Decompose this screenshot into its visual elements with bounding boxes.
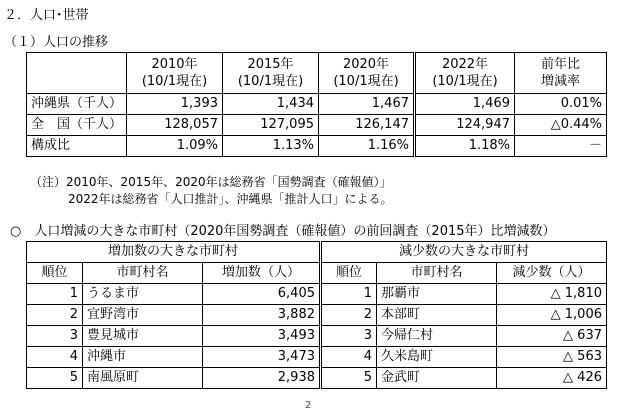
subsection-title: （１）人口の推移 bbox=[4, 35, 109, 50]
table-row bbox=[27, 368, 607, 389]
municipality-cell: 金武町 bbox=[377, 368, 497, 389]
increase-cell: 3,493 bbox=[203, 326, 321, 347]
municipality-cell: 久米島町 bbox=[377, 347, 497, 368]
header-2015: 2015年 (10/1現在) bbox=[223, 53, 319, 94]
table-cell: 0.01% bbox=[515, 94, 607, 115]
group-header-row bbox=[27, 242, 607, 263]
table-cell: 124,947 bbox=[415, 115, 515, 136]
population-table-header bbox=[27, 53, 607, 94]
decrease-cell: △ 1,006 bbox=[497, 305, 607, 326]
table-cell: 1.09% bbox=[127, 136, 223, 157]
municipality-cell: 宜野湾市 bbox=[83, 305, 203, 326]
table-cell: 1,469 bbox=[415, 94, 515, 115]
municipality-cell: 南風原町 bbox=[83, 368, 203, 389]
table-cell: 1,434 bbox=[223, 94, 319, 115]
rank-cell: 2 bbox=[321, 305, 377, 326]
table-row bbox=[27, 305, 607, 326]
rank-cell: 2 bbox=[27, 305, 83, 326]
decrease-cell: △ 1,810 bbox=[497, 284, 607, 305]
note-line-2: 2022年は総務省「人口推計」、沖縄県「推計人口」による。 bbox=[68, 192, 393, 206]
row-label: 沖縄県（千人） bbox=[27, 94, 127, 115]
table-row bbox=[27, 347, 607, 368]
table-row bbox=[27, 115, 607, 136]
column-header-row bbox=[27, 263, 607, 284]
table-cell: 1,467 bbox=[319, 94, 415, 115]
col-rank: 順位 bbox=[321, 263, 377, 284]
table-row bbox=[27, 136, 607, 157]
increase-cell: 6,405 bbox=[203, 284, 321, 305]
col-name: 市町村名 bbox=[377, 263, 497, 284]
header-2010: 2010年 (10/1現在) bbox=[127, 53, 223, 94]
note-line-1: （注）2010年、2015年、2020年は総務省「国勢調査（確報値）」 bbox=[30, 175, 392, 189]
table-cell: △0.44% bbox=[515, 115, 607, 136]
header-blank bbox=[27, 53, 127, 94]
decrease-cell: △ 563 bbox=[497, 347, 607, 368]
decrease-group-title: 減少数の大きな市町村 bbox=[321, 242, 607, 263]
row-label: 構成比 bbox=[27, 136, 127, 157]
population-change-table bbox=[26, 241, 607, 389]
col-name: 市町村名 bbox=[83, 263, 203, 284]
table-cell: 126,147 bbox=[319, 115, 415, 136]
municipality-cell: 本部町 bbox=[377, 305, 497, 326]
section-title: ２．人口･世帯 bbox=[4, 8, 89, 23]
header-yoy: 前年比 増減率 bbox=[515, 53, 607, 94]
header-2020: 2020年 (10/1現在) bbox=[319, 53, 415, 94]
table-cell: 1.16% bbox=[319, 136, 415, 157]
increase-group-title: 増加数の大きな市町村 bbox=[27, 242, 321, 263]
municipality-cell: うるま市 bbox=[83, 284, 203, 305]
table-cell: 1,393 bbox=[127, 94, 223, 115]
decrease-cell: △ 637 bbox=[497, 326, 607, 347]
table-row bbox=[27, 94, 607, 115]
municipality-cell: 今帰仁村 bbox=[377, 326, 497, 347]
rank-cell: 4 bbox=[321, 347, 377, 368]
table-cell: 1.13% bbox=[223, 136, 319, 157]
decrease-cell: △ 426 bbox=[497, 368, 607, 389]
table-cell: 1.18% bbox=[415, 136, 515, 157]
col-rank: 順位 bbox=[27, 263, 83, 284]
increase-cell: 3,473 bbox=[203, 347, 321, 368]
population-table bbox=[26, 52, 607, 157]
row-label: 全 国（千人） bbox=[27, 115, 127, 136]
rank-cell: 5 bbox=[321, 368, 377, 389]
rank-cell: 3 bbox=[27, 326, 83, 347]
col-decrease: 減少数（人） bbox=[497, 263, 607, 284]
municipality-cell: 沖縄市 bbox=[83, 347, 203, 368]
increase-cell: 3,882 bbox=[203, 305, 321, 326]
municipality-cell: 豊見城市 bbox=[83, 326, 203, 347]
table-cell: 128,057 bbox=[127, 115, 223, 136]
increase-cell: 2,938 bbox=[203, 368, 321, 389]
page-number: 2 bbox=[305, 400, 312, 411]
header-2022: 2022年 (10/1現在) bbox=[415, 53, 515, 94]
table-cell: 127,095 bbox=[223, 115, 319, 136]
table-row bbox=[27, 326, 607, 347]
rank-cell: 1 bbox=[321, 284, 377, 305]
rank-cell: 4 bbox=[27, 347, 83, 368]
rank-cell: 5 bbox=[27, 368, 83, 389]
municipality-cell: 那覇市 bbox=[377, 284, 497, 305]
change-section-title: ○ 人口増減の大きな市町村（2020年国勢調査（確報値）の前回調査（2015年）比増減数） bbox=[10, 224, 556, 239]
table-row bbox=[27, 284, 607, 305]
rank-cell: 3 bbox=[321, 326, 377, 347]
table-cell: － bbox=[515, 136, 607, 157]
col-increase: 増加数（人） bbox=[203, 263, 321, 284]
rank-cell: 1 bbox=[27, 284, 83, 305]
